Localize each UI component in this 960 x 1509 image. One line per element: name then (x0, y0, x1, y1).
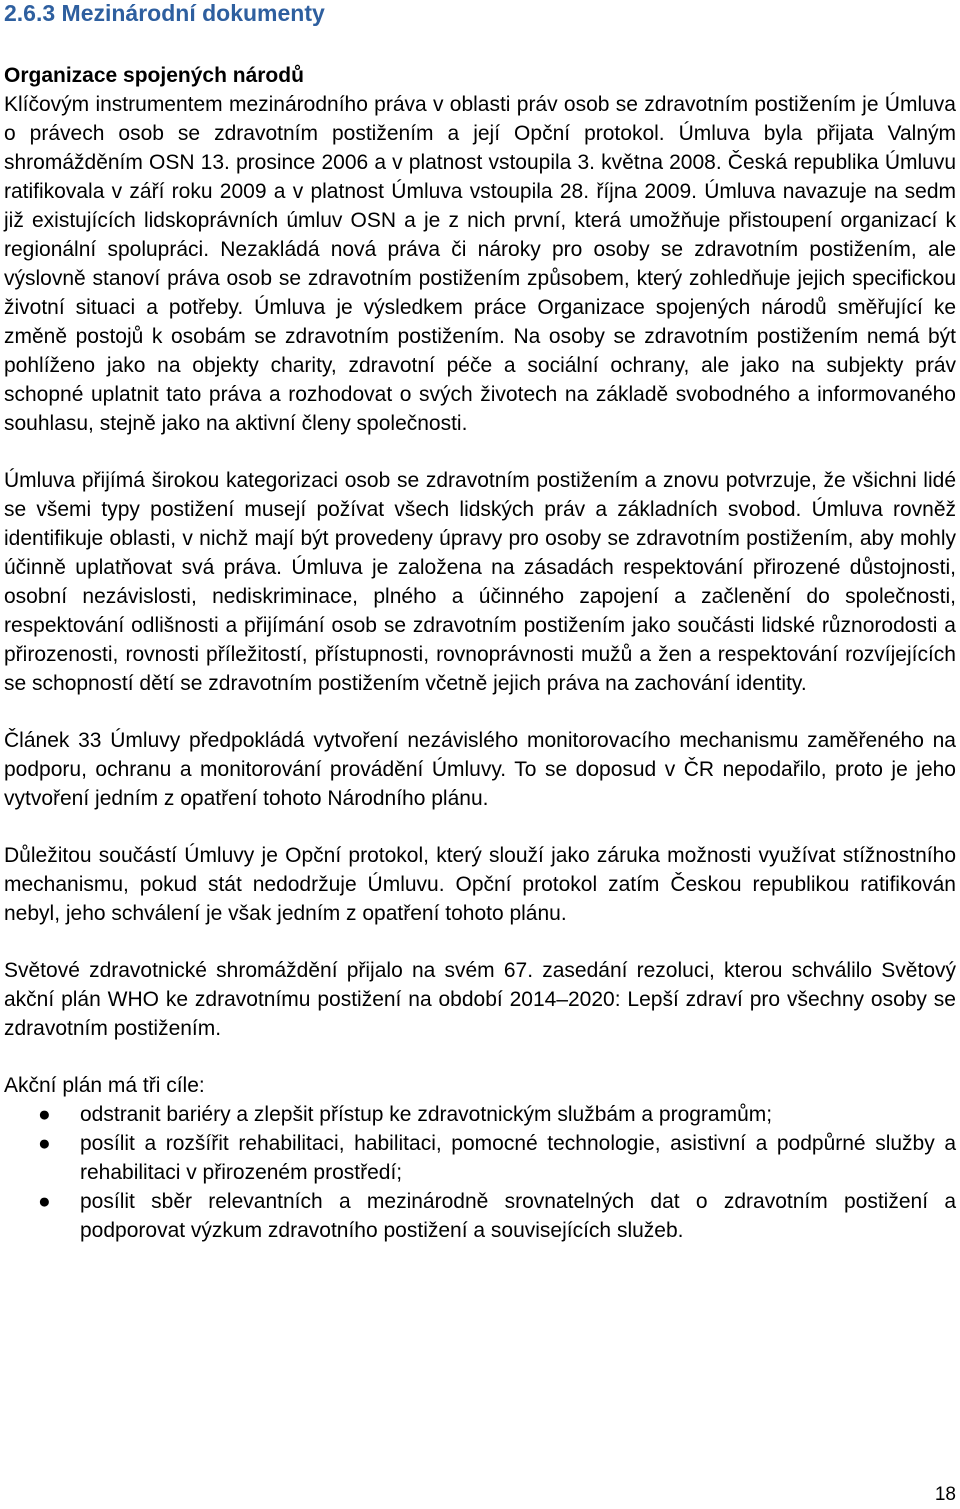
document-page (4, 0, 956, 1245)
page-number: 18 (934, 1484, 956, 1505)
paragraph-optional-protocol: Důležitou součástí Úmluvy je Opční protokol, který slouží jako záruka možnosti využívat stížnostního mechanismu, pokud stát nedodržuje Úmluvu. Opční protokol zatím Českou republikou ratifikován nebyl, jeho schválení je však jedním z opatření tohoto plánu. (4, 844, 956, 925)
bullet-icon: ● (38, 1132, 51, 1155)
bullet-icon: ● (38, 1190, 51, 1213)
list-item (4, 1187, 956, 1245)
list-item-text: odstranit bariéry a zlepšit přístup ke zdravotnickým službám a programům; (80, 1103, 773, 1126)
list-item-text: posílit a rozšířit rehabilitaci, habilitaci, pomocné technologie, asistivní a podpůrné služby a rehabilitaci v přirozeném prostředí; (80, 1132, 956, 1184)
list-item (4, 1129, 956, 1187)
paragraph-article-33: Článek 33 Úmluvy předpokládá vytvoření nezávislého monitorovacího mechanismu zaměřeného na podporu, ochranu a monitorování provádění Úmluvy. To se doposud v ČR nepodařilo, proto je jeho vytvoření jedním z opatření tohoto Národního plánu. (4, 729, 956, 810)
list-intro: Akční plán má tři cíle: (4, 1074, 205, 1097)
bullet-icon: ● (38, 1103, 51, 1126)
paragraph-who-plan: Světové zdravotnické shromáždění přijalo na svém 67. zasedání rezoluci, kterou schválilo Světový akční plán WHO ke zdravotnímu postižení na období 2014–2020: Lepší zdraví pro všechny osoby se zdravotním postižením. (4, 959, 956, 1040)
paragraph-convention-intro: Klíčovým instrumentem mezinárodního práva v oblasti práv osob se zdravotním postižením je Úmluva o právech osob se zdravotním postižením a její Opční protokol. Úmluva byla přijata Valným shromážděním OSN 13. prosince 2006 a v platnost vstoupila 3. května 2008. Česká republika Úmluvu ratifikovala v září roku 2009 a v platnost Úmluva vstoupila 28. října 2009. Úmluva navazuje na sedm již existujících lidskoprávních úmluv OSN a je z nich první, která umožňuje přistoupení organizací k regionální spolupráci. Nezakládá nová práva či nároky pro osoby se zdravotním postižením, ale výslovně stanoví práva osob se zdravotním postižením způsobem, který zohledňuje jejich specifickou životní situaci a potřeby. Úmluva je výsledkem práce Organizace spojených národů směřující ke změně postojů k osobám se zdravotním postižením. Na osoby se zdravotním postižením nemá být pohlíženo jako na objekty charity, zdravotní péče a sociální ochrany, ale jako na subjekty práv schopné uplatnit tato práva a rozhodovat o svých životech na základě svobodného a informovaného souhlasu, stejně jako na aktivní členy společnosti. (4, 93, 956, 435)
paragraph-categorization: Úmluva přijímá širokou kategorizaci osob se zdravotním postižením a znovu potvrzuje, že všichni lidé se všemi typy postižení musejí požívat všech lidských práv a základních svobod. Úmluva rovněž identifikuje oblasti, v nichž mají být provedeny úpravy pro osoby se zdravotním postižením, aby mohly účinně uplatňovat svá práva. Úmluva je založena na zásadách respektování přirozené důstojnosti, osobní nezávislosti, nediskriminace, plného a účinného zapojení a začlenění do společnosti, respektování odlišnosti a přijímání osob se zdravotním postižením jako součásti lidské různorodosti a přirozenosti, rovnosti příležitostí, přístupnosti, rovnoprávnosti mužů a žen a respektování rozvíjejících se schopností dětí se zdravotním postižením včetně jejich práva na zachování identity. (4, 469, 956, 695)
goals-list (4, 1100, 956, 1245)
subsection-heading: Organizace spojených národů (4, 64, 304, 87)
list-item (4, 1100, 956, 1129)
list-item-text: posílit sběr relevantních a mezinárodně srovnatelných dat o zdravotním postižení a podporovat výzkum zdravotního postižení a souvisejících služeb. (80, 1190, 956, 1242)
section-heading: 2.6.3 Mezinárodní dokumenty (4, 0, 325, 26)
